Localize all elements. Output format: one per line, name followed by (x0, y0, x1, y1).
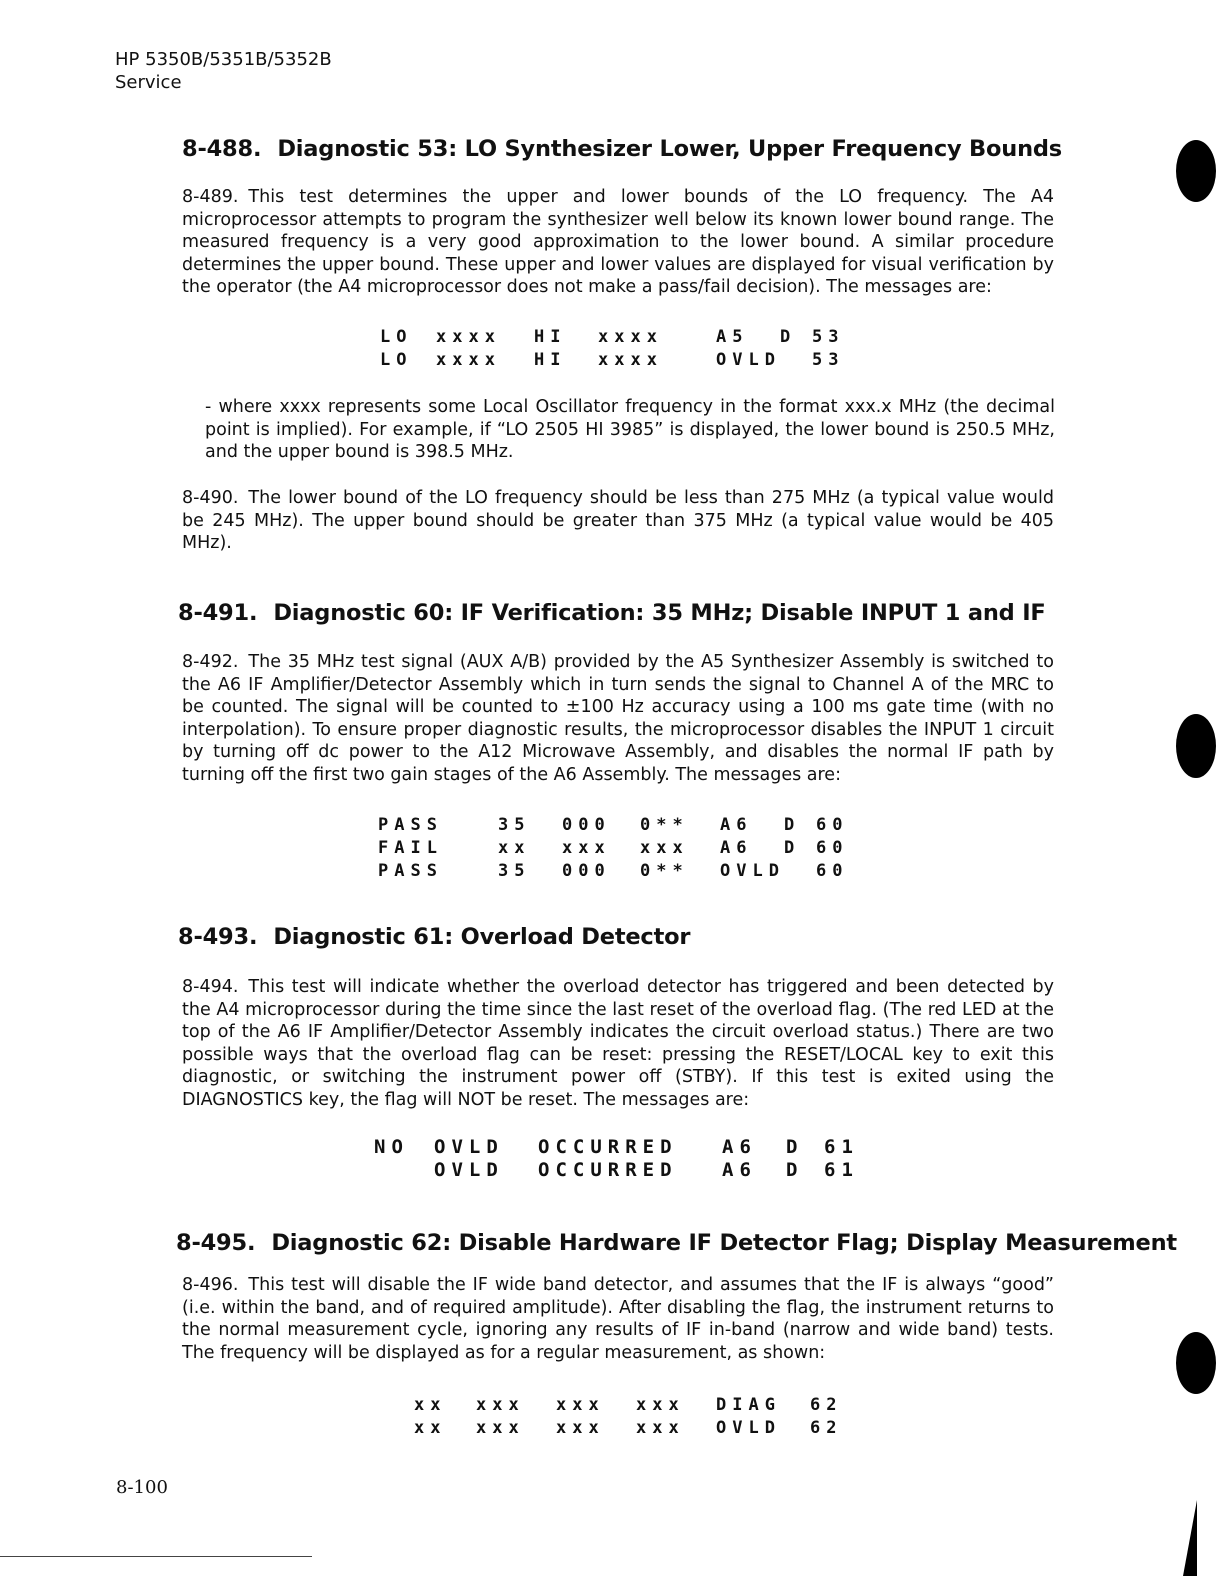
message-cell: xx (498, 838, 531, 858)
section-title-text: Diagnostic 53: LO Synthesizer Lower, Upper Frequency Bounds (277, 136, 1062, 162)
message-cell: xxx (476, 1395, 525, 1415)
display-messages (374, 1136, 867, 1182)
message-cell: 0** (640, 861, 689, 881)
paragraph-text: This test determines the upper and lower bounds of the LO frequency. The A4 microprocessor attempts to program the synthesizer well below its known lower bound range. The measured frequency is a very good approximation to the lower bound. A similar procedure determines the upper bound. These upper and lower values are displayed for visual verification by the operator (the A4 microprocessor does not make a pass/fail decision). The messages are: (182, 187, 1054, 298)
message-cell: OVLD (434, 1136, 504, 1158)
section-number: 8-493. (178, 924, 258, 950)
message-cell: 60 (816, 815, 849, 835)
note-paragraph: - where xxxx represents some Local Oscillator frequency in the format xxx.x MHz (the decimal point is implied). For example, if “LO 2505 HI 3985” is displayed, the lower bound is 250.5 MHz, and the upper bound is 398.5 MHz. (205, 397, 1055, 463)
binder-hole-mark (1176, 714, 1216, 778)
paragraph-number: 8-490. (182, 488, 239, 508)
section-heading (182, 136, 1062, 162)
message-cell: xxx (556, 1395, 605, 1415)
message-cell: xxx (640, 838, 689, 858)
message-cell: xxxx (598, 327, 663, 347)
message-cell: OVLD (434, 1159, 504, 1181)
message-cell: DIAG (716, 1395, 781, 1415)
paragraph (182, 976, 1054, 1112)
paragraph (182, 1274, 1054, 1364)
message-cell: D (784, 815, 801, 835)
message-cell: OCCURRED (538, 1159, 678, 1181)
message-cell: xxx (556, 1418, 605, 1438)
message-cell: OCCURRED (538, 1136, 678, 1158)
message-row (414, 1394, 850, 1417)
section-heading (178, 924, 690, 950)
message-cell: xxx (636, 1418, 685, 1438)
message-cell: D (780, 327, 797, 347)
message-cell: D (786, 1136, 804, 1158)
message-cell: 53 (812, 350, 845, 370)
message-cell: 62 (810, 1395, 843, 1415)
model-number: HP 5350B/5351B/5352B (115, 49, 332, 70)
message-row (378, 860, 856, 883)
display-messages (378, 814, 856, 883)
message-cell: xxx (476, 1418, 525, 1438)
message-cell: FAIL (378, 838, 443, 858)
paragraph-text: The lower bound of the LO frequency should be less than 275 MHz (a typical value would be 245 MHz). The upper bound should be greater than 375 MHz (a typical value would be 405 MHz). (182, 488, 1054, 554)
message-cell: 53 (812, 327, 845, 347)
paragraph-text: This test will disable the IF wide band detector, and assumes that the IF is always “good” (i.e. within the band, and of required amplitude). After disabling the flag, the instrument returns to the normal measurement cycle, ignoring any results of IF in-band (narrow and wide band) tests. The frequency will be displayed as for a regular measurement, as shown: (182, 1275, 1054, 1363)
message-row (380, 349, 852, 372)
message-cell: 61 (824, 1136, 859, 1158)
message-cell: A6 (722, 1159, 757, 1181)
message-row (378, 814, 856, 837)
display-messages (414, 1394, 850, 1440)
section-heading (176, 1230, 1177, 1256)
message-cell: PASS (378, 815, 443, 835)
message-cell: 000 (562, 861, 611, 881)
binder-hole-mark (1176, 1332, 1216, 1394)
paragraph-number: 8-489. (182, 187, 239, 207)
section-title-text: Diagnostic 61: Overload Detector (273, 924, 691, 950)
message-cell: 000 (562, 815, 611, 835)
message-row (374, 1159, 867, 1182)
paragraph-text: The 35 MHz test signal (AUX A/B) provided by the A5 Synthesizer Assembly is switched to the A6 IF Amplifier/Detector Assembly which in turn sends the signal to Channel A of the MRC to be counted. The signal will be counted to ±100 Hz accuracy using a 100 ms gate time (with no interpolation). To ensure proper diagnostic results, the microprocessor disables the INPUT 1 circuit by turning off dc power to the A12 Microwave Assembly, and disables the normal IF path by turning off the first two gain stages of the A6 Assembly. The messages are: (182, 652, 1054, 785)
section-number: 8-495. (176, 1230, 256, 1256)
message-cell: 60 (816, 838, 849, 858)
message-cell: 60 (816, 861, 849, 881)
page-header (115, 48, 332, 94)
message-cell: A5 (716, 327, 749, 347)
message-cell: xxxx (436, 350, 501, 370)
message-cell: OVLD (720, 861, 785, 881)
message-cell: HI (534, 327, 567, 347)
section-title-text: Diagnostic 62: Disable Hardware IF Detector Flag; Display Measurement (271, 1230, 1177, 1256)
message-cell: OVLD (716, 1418, 781, 1438)
message-cell: xx (414, 1395, 447, 1415)
message-cell: 0** (640, 815, 689, 835)
page-number: 8-100 (116, 1477, 168, 1498)
message-cell: A6 (722, 1136, 757, 1158)
paragraph-number: 8-494. (182, 977, 239, 997)
message-cell: PASS (378, 861, 443, 881)
message-cell: LO (380, 327, 413, 347)
message-cell: xxx (636, 1395, 685, 1415)
footer-rule (0, 1556, 312, 1557)
message-row (414, 1417, 850, 1440)
message-cell: xx (414, 1418, 447, 1438)
section-number: 8-488. (182, 136, 262, 162)
section-heading (178, 600, 1046, 626)
message-cell: xxxx (436, 327, 501, 347)
message-cell: HI (534, 350, 567, 370)
paragraph (182, 651, 1054, 787)
message-cell: 61 (824, 1159, 859, 1181)
message-cell (374, 1159, 434, 1182)
paragraph (182, 487, 1054, 555)
paragraph-number: 8-492. (182, 652, 239, 672)
message-row (380, 326, 852, 349)
paragraph-text: This test will indicate whether the overload detector has triggered and been detected by the A4 microprocessor during the time since the last reset of the overload flag. (The red LED at the top of the A6 IF Amplifier/Detector Assembly indicates the circuit overload status.) There are two possible ways that the overload flag can be reset: pressing the RESET/LOCAL key to exit this diagnostic, or switching the instrument power off (STBY). If this test is exited using the DIAGNOSTICS key, the flag will NOT be reset. The messages are: (182, 977, 1054, 1110)
paragraph-number: 8-496. (182, 1275, 239, 1295)
message-cell: 62 (810, 1418, 843, 1438)
section-number: 8-491. (178, 600, 258, 626)
message-cell: A6 (720, 838, 753, 858)
message-row (378, 837, 856, 860)
message-cell: xxx (562, 838, 611, 858)
message-cell: 35 (498, 815, 531, 835)
message-cell: D (786, 1159, 804, 1181)
section-name: Service (115, 72, 182, 93)
message-row (374, 1136, 867, 1159)
page-edge-mark (1183, 1500, 1197, 1576)
message-cell: 35 (498, 861, 531, 881)
binder-hole-mark (1176, 140, 1216, 202)
message-cell: LO (380, 350, 413, 370)
section-title-text: Diagnostic 60: IF Verification: 35 MHz; Disable INPUT 1 and IF (273, 600, 1046, 626)
message-cell: OVLD (716, 350, 781, 370)
message-cell: NO (374, 1136, 409, 1158)
message-cell: D (784, 838, 801, 858)
message-cell: xxxx (598, 350, 663, 370)
message-cell: A6 (720, 815, 753, 835)
paragraph (182, 186, 1054, 299)
display-messages (380, 326, 852, 372)
